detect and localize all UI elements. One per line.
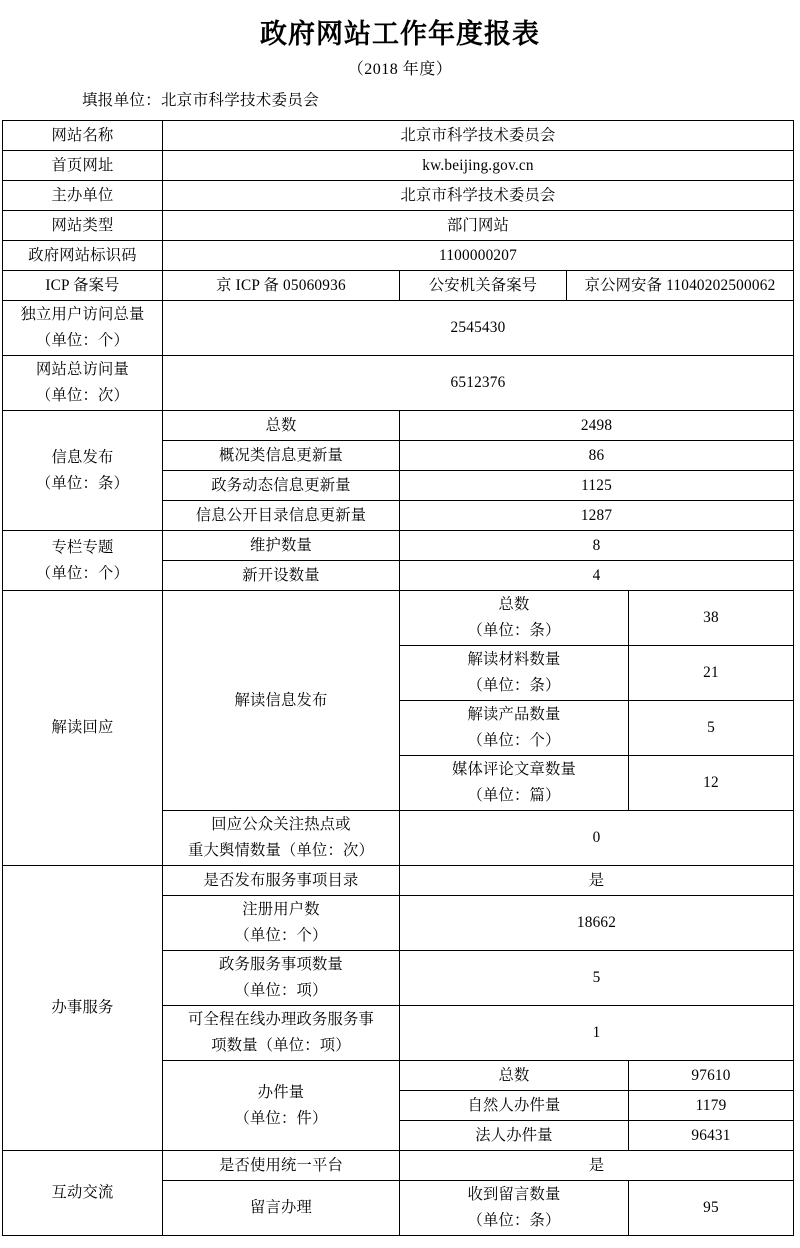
special-column-group-line2: （单位：个） (36, 564, 129, 582)
total-visits-label-line2: （单位：次） (36, 387, 129, 404)
handled-row-value: 1179 (629, 1091, 794, 1121)
interpretation-item-value: 38 (629, 591, 794, 646)
interpretation-item-label (400, 646, 629, 701)
registered-users-line2: （单位：个） (234, 927, 328, 944)
homepage-url-label: 首页网址 (3, 151, 163, 181)
icp-label: ICP 备案号 (3, 271, 163, 301)
info-release-group-label (3, 411, 163, 531)
unique-users-value: 2545430 (163, 301, 794, 356)
unified-platform-value: 是 (400, 1151, 794, 1181)
interpretation-item-value: 12 (629, 756, 794, 811)
received-messages-line2: （单位：条） (467, 1212, 561, 1229)
total-visits-label-line1: 网站总访问量 (36, 361, 129, 378)
table-row (3, 866, 794, 896)
info-release-row-label: 政务动态信息更新量 (163, 471, 400, 501)
hotspot-response-line1: 回应公众关注热点或 (211, 816, 351, 833)
special-column-group-label (3, 531, 163, 591)
police-record-label: 公安机关备案号 (400, 271, 567, 301)
interpretation-item-line2: （单位：篇） (467, 787, 561, 804)
online-service-items-line2: 项数量（单位：项） (211, 1037, 351, 1054)
page-subtitle: （2018 年度） (347, 61, 453, 78)
interpretation-item-label (400, 756, 629, 811)
interpretation-item-line1: 解读材料数量 (467, 651, 561, 668)
filler-unit-label: 填报单位：北京市科学技术委员会 (82, 92, 320, 109)
info-release-group-line1: 信息发布 (51, 448, 114, 466)
interpretation-item-line2: （单位：条） (467, 677, 561, 694)
gov-service-items-line2: （单位：项） (234, 982, 328, 999)
handled-row-value: 96431 (629, 1121, 794, 1151)
info-release-row-value: 1287 (400, 501, 794, 531)
info-release-row-value: 2498 (400, 411, 794, 441)
gov-service-items-value: 5 (400, 951, 794, 1006)
table-row (3, 591, 794, 646)
interpretation-item-line1: 解读产品数量 (467, 706, 561, 723)
site-name-label: 网站名称 (3, 121, 163, 151)
gov-site-code-value: 1100000207 (163, 241, 794, 271)
special-column-row-value: 8 (400, 531, 794, 561)
hotspot-response-label (163, 811, 400, 866)
total-visits-value: 6512376 (163, 356, 794, 411)
unique-users-label (3, 301, 163, 356)
interpretation-item-line2: （单位：条） (467, 622, 561, 639)
message-handling-label: 留言办理 (163, 1181, 400, 1236)
online-service-items-label (163, 1006, 400, 1061)
page-title: 政府网站工作年度报表 (260, 19, 540, 49)
hotspot-response-line2: 重大舆情数量（单位：次） (188, 842, 374, 859)
interpretation-item-value: 21 (629, 646, 794, 701)
site-name-value: 北京市科学技术委员会 (163, 121, 794, 151)
homepage-url-value: kw.beijing.gov.cn (163, 151, 794, 181)
table-row (3, 1151, 794, 1181)
table-row (3, 211, 794, 241)
unique-users-label-line2: （单位：个） (36, 332, 129, 349)
table-row (3, 121, 794, 151)
gov-service-items-line1: 政务服务事项数量 (219, 956, 343, 973)
registered-users-value: 18662 (400, 896, 794, 951)
table-row (3, 151, 794, 181)
online-service-items-line1: 可全程在线办理政务服务事 (188, 1011, 374, 1028)
interpretation-item-label (400, 701, 629, 756)
registered-users-label (163, 896, 400, 951)
table-row (3, 301, 794, 356)
registered-users-line1: 注册用户数 (242, 901, 320, 918)
service-catalog-label: 是否发布服务事项目录 (163, 866, 400, 896)
info-release-row-label: 信息公开目录信息更新量 (163, 501, 400, 531)
table-row (3, 181, 794, 211)
gov-service-items-label (163, 951, 400, 1006)
info-release-row-label: 总数 (163, 411, 400, 441)
special-column-row-label: 维护数量 (163, 531, 400, 561)
interpretation-item-line1: 总数 (498, 596, 530, 613)
interaction-group-label: 互动交流 (3, 1151, 163, 1236)
services-group-label: 办事服务 (3, 866, 163, 1151)
handled-row-value: 97610 (629, 1061, 794, 1091)
received-messages-line1: 收到留言数量 (467, 1186, 561, 1203)
site-type-label: 网站类型 (3, 211, 163, 241)
handled-volume-line2: （单位：件） (234, 1109, 328, 1127)
table-row (3, 241, 794, 271)
special-column-row-label: 新开设数量 (163, 561, 400, 591)
police-record-value: 京公网安备 11040202500062 (567, 271, 794, 301)
sponsor-label: 主办单位 (3, 181, 163, 211)
handled-volume-label (163, 1061, 400, 1151)
table-row (3, 356, 794, 411)
received-messages-value: 95 (629, 1181, 794, 1236)
interpretation-release-label: 解读信息发布 (163, 591, 400, 811)
table-row (3, 411, 794, 441)
received-messages-label (400, 1181, 629, 1236)
info-release-row-value: 86 (400, 441, 794, 471)
sponsor-value: 北京市科学技术委员会 (163, 181, 794, 211)
table-row (3, 271, 794, 301)
handled-volume-line1: 办件量 (257, 1083, 305, 1101)
icp-value: 京 ICP 备 05060936 (163, 271, 400, 301)
special-column-row-value: 4 (400, 561, 794, 591)
unique-users-label-line1: 独立用户访问总量 (20, 306, 145, 323)
site-type-value: 部门网站 (163, 211, 794, 241)
handled-row-label: 法人办件量 (400, 1121, 629, 1151)
total-visits-label (3, 356, 163, 411)
table-row (3, 531, 794, 561)
handled-row-label: 总数 (400, 1061, 629, 1091)
service-catalog-value: 是 (400, 866, 794, 896)
unified-platform-label: 是否使用统一平台 (163, 1151, 400, 1181)
interpretation-group-label: 解读回应 (3, 591, 163, 866)
interpretation-item-label (400, 591, 629, 646)
handled-row-label: 自然人办件量 (400, 1091, 629, 1121)
info-release-row-value: 1125 (400, 471, 794, 501)
special-column-group-line1: 专栏专题 (51, 538, 114, 556)
interpretation-item-value: 5 (629, 701, 794, 756)
info-release-row-label: 概况类信息更新量 (163, 441, 400, 471)
gov-site-code-label: 政府网站标识码 (3, 241, 163, 271)
interpretation-item-line1: 媒体评论文章数量 (452, 761, 576, 778)
online-service-items-value: 1 (400, 1006, 794, 1061)
interpretation-item-line2: （单位：个） (467, 732, 561, 749)
annual-report-table (2, 120, 794, 1236)
info-release-group-line2: （单位：条） (36, 474, 129, 492)
hotspot-response-value: 0 (400, 811, 794, 866)
